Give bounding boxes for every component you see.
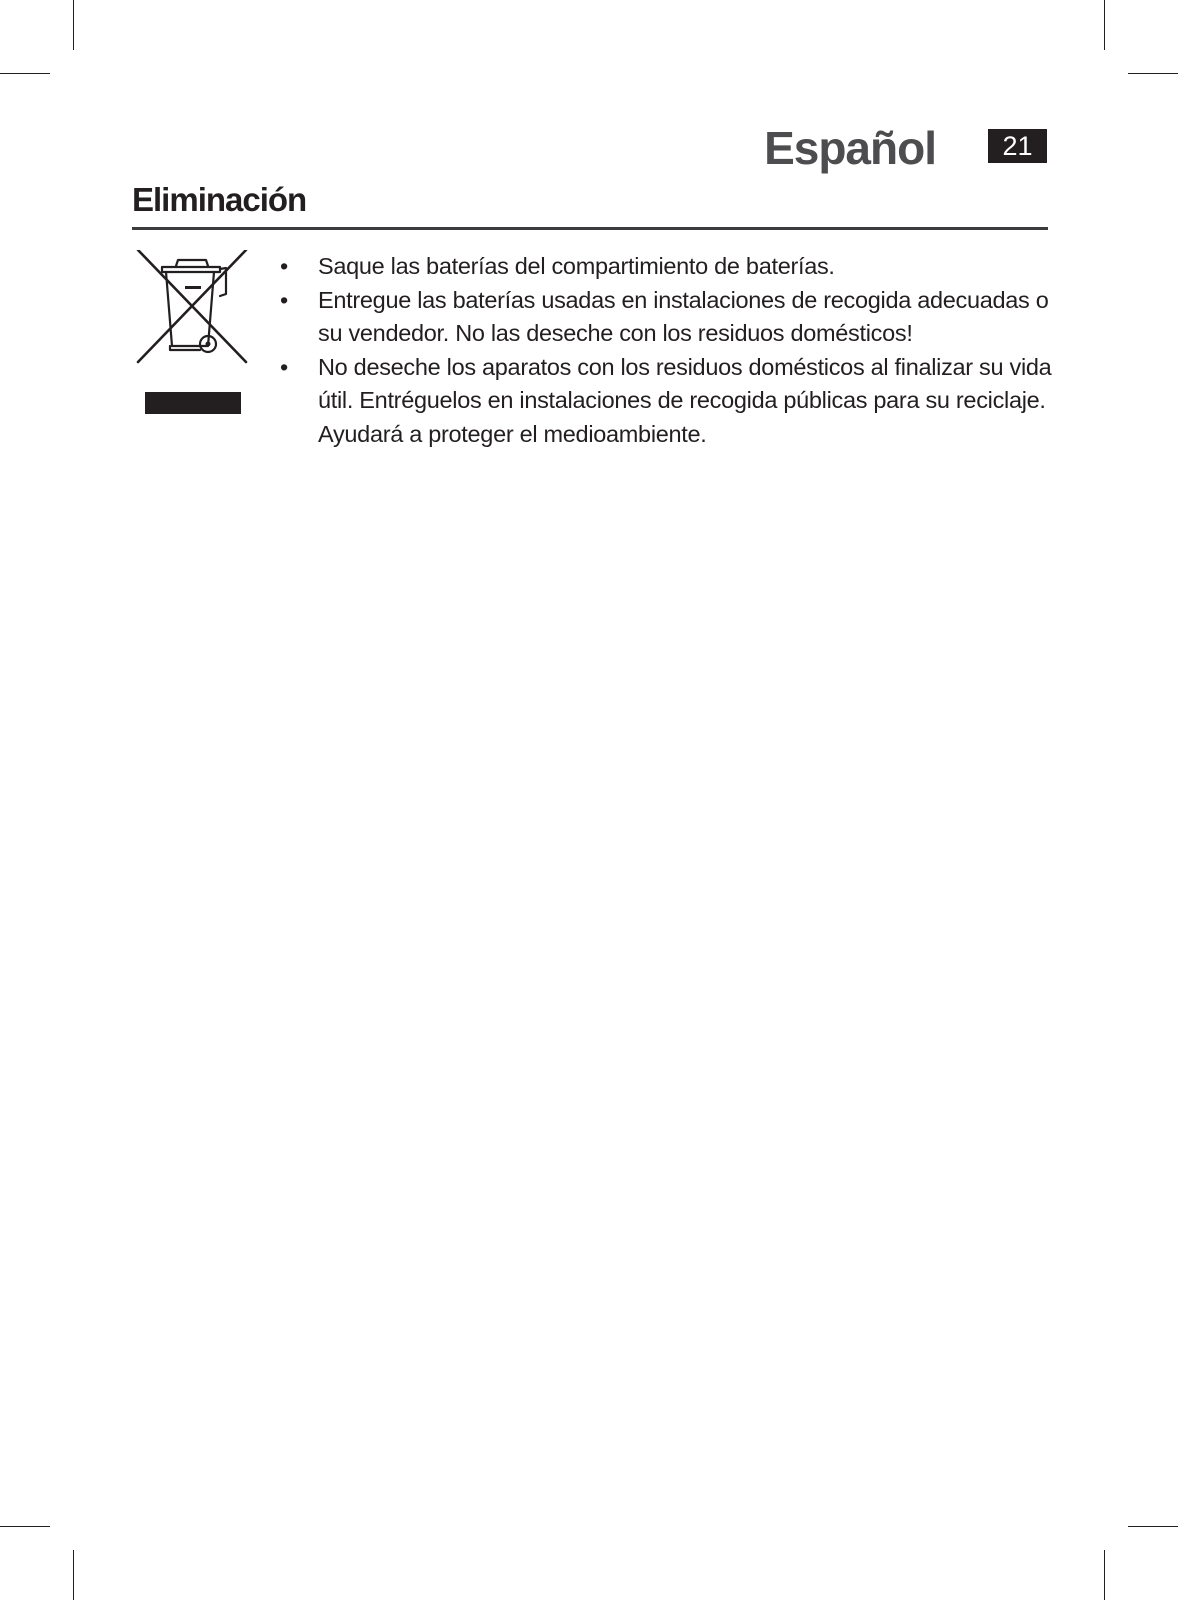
- page-number-badge: 21: [988, 129, 1047, 163]
- list-item: [280, 284, 1052, 351]
- bullet-marker: •: [280, 253, 288, 279]
- crop-mark: [1104, 0, 1105, 50]
- language-title: Español: [764, 122, 936, 174]
- bullet-marker: •: [280, 286, 288, 313]
- section-title: Eliminación: [132, 181, 307, 218]
- crop-mark: [0, 73, 50, 74]
- crossed-out-wheelie-bin-icon: [136, 250, 250, 370]
- weee-bar: [145, 392, 241, 414]
- crop-mark: [1128, 73, 1178, 74]
- list-item-text: No deseche los aparatos con los residuos domésticos al finalizar su vida útil. Entréguelos en instalaciones de recogida públicas para su reciclaje. Ayudará a proteger el medioambiente.: [318, 353, 1052, 447]
- crop-mark: [1104, 1550, 1105, 1600]
- disposal-instructions-list: [280, 250, 1052, 451]
- list-item-text: Entregue las baterías usadas en instalaciones de recogida adecuadas o su vendedor. No las deseche con los residuos domésticos!: [318, 286, 1049, 346]
- crop-mark: [73, 0, 74, 50]
- list-item: [280, 351, 1052, 452]
- crop-mark: [1128, 1526, 1178, 1527]
- bullet-marker: •: [280, 353, 288, 380]
- crop-mark: [0, 1526, 50, 1527]
- list-item: [280, 250, 1052, 284]
- list-item-text: Saque las baterías del compartimiento de baterías.: [318, 253, 835, 279]
- section-divider: [132, 227, 1048, 230]
- crop-mark: [73, 1550, 74, 1600]
